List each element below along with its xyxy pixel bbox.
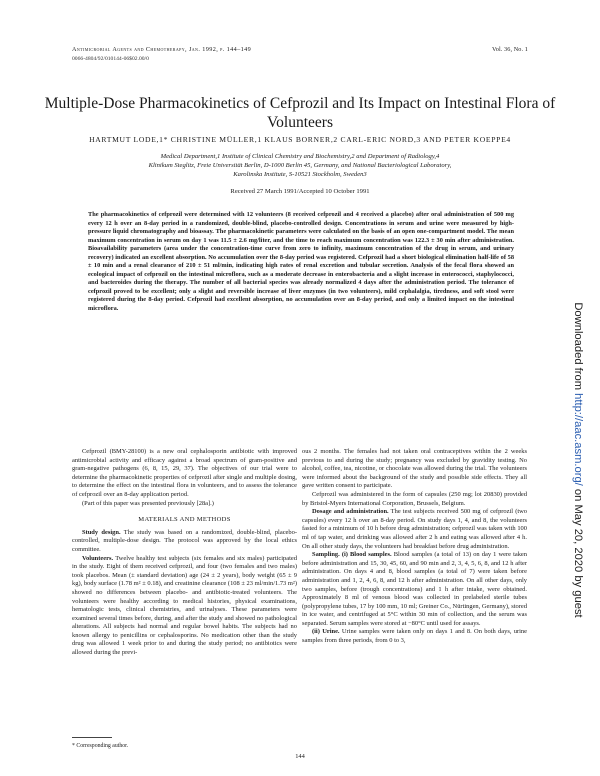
presented-note: (Part of this paper was presented previously [28a].) xyxy=(82,499,214,507)
paragraph-text: Twelve healthy test subjects (six females and six males) participated in the study. Eight of them received cefprozil, and four (two females and two males) took placebos. Mean (± standard deviation) age (24 ± 2 years), body weight (65 ± 9 kg), body surface (1.78 m² ± 0.18), and creatinine clearance (108 ± 23 ml/min/1.73 m²) showed no differences between placebo- and antibiotic-treated volunteers. The volunteers were healthy according to medical histories, physical examinations, hematologic tests, clinical chemistries, and urinalyses. These parameters were examined several times before, during, and after the study and showed no pathological alterations. All subjects had normal and regular bowel habits. The subjects had no known allergy to penicillins or cephalosporins. No medication other than the study drug was allowed 1 week prior to and during the study period; no antibiotics were allowed during the previ- xyxy=(72,554,297,657)
intro-paragraph: Cefprozil (BMY-28100) is a new oral cephalosporin antibiotic with improved antimicrobial activity and efficacy against a broad spectrum of gram-positive and gram-negative pathogens (6, 8, 15, 29, 37). The objectives of our trial were to determine the pharmacokinetic properties of cefprozil after single and multiple dosing, to determine the effect on the intestinal flora in volunteers, and to assess the tolerance of cefprozil over an 8-day application period. xyxy=(72,448,297,498)
left-column xyxy=(72,448,297,658)
copyright-code: 0066-4804/92/010144-06$02.00/0 xyxy=(72,56,149,62)
study-design-paragraph xyxy=(72,529,297,555)
received-dates: Received 27 March 1991/Accepted 10 October 1991 xyxy=(230,188,370,195)
affiliation-line-3: Karolinska Institute, S-10521 Stockholm, Sweden3 xyxy=(233,171,367,178)
section-heading-methods: MATERIALS AND METHODS xyxy=(138,516,231,524)
affiliation-line-2: Klinikum Steglitz, Freie Universität Berlin, D-1000 Berlin 45, Germany, and National Bacteriological Laboratory, xyxy=(148,162,452,169)
paragraph-text: The study was based on a randomized, double-blind, placebo-controlled, multiple-dose design. The protocol was approved by the local ethics committee. xyxy=(72,528,297,553)
author-list: HARTMUT LODE,1* CHRISTINE MÜLLER,1 KLAUS BORNER,2 CARL-ERIC NORD,3 AND PETER KOEPPE4 xyxy=(89,135,511,144)
journal-site-link[interactable]: http://aac.asm.org/ xyxy=(572,393,584,486)
download-notice xyxy=(572,302,584,617)
run-in-heading: Study design. xyxy=(82,528,121,536)
volunteers-paragraph xyxy=(72,555,297,658)
abstract: The pharmacokinetics of cefprozil were determined with 12 volunteers (8 received cefprozil and 4 received a placebo) after oral administration of 500 mg every 12 h over an 8-day period in a randomized, double-blind, placebo-controlled design. Concentrations in serum and urine were measured by high-pressure liquid chromatography and bioassay. The pharmacokinetic parameters were calculated on the basis of an open one-compartment model. The mean maximum concentration in serum on day 1 was 11.5 ± 2.6 mg/liter, and the time to reach maximum concentration was 122.3 ± 30 min after administration. Bioavailability parameters (area under the concentration-time curve from zero to infinity, maximum concentration of the drug in serum, and urinary recovery) indicated an excellent absorption. No accumulation over the 8-day period was registered. Cefprozil had a short biological elimination half-life of 58 ± 10 min and a renal clearance of 210 ± 51 ml/min, indicating high rates of renal excretion and tubular secretion. Analysis of the fecal flora showed an ecological impact of cefprozil on the intestinal microflora, such as a moderate decrease in enterobacteria and a slight increase in enterococci, staphylococci, and bacteroides during the therapy. The number of all bacterial species was already normalized 4 days after the administration period. The tolerance of cefprozil proved to be excellent; only a slight and reversible increase of liver enzymes (in two volunteers), mild cephalalgia, tiredness, and soft stool were registered during the 8-day period. Cefprozil had excellent absorption, no accumulation over an 8-day period, and only a limited impact on the intestinal microflora. xyxy=(88,211,514,312)
paragraph-text: Blood samples (a total of 13) on day 1 were taken before administration and 15, 30, 45, 60, and 90 min and 2, 3, 4, 5, 6, 8, and 12 h after administration. On days 4 and 8, blood samples (a total of 7) were taken before administration and 1, 2, 4, 6, 8, and 12 h after administration. On all other days, only two samples, before (trough concentrations) and 1 h after intake, were obtained. Approximately 8 ml of venous blood was collected in prelabeled sterile tubes (polypropylene tubes, 17 by 100 mm, 10 ml; Greiner Co., Nürtingen, Germany), stored in ice water, and centrifuged at 5°C within 30 min of collection, and the serum was separated. Serum samples were stored at −80°C until used for assays. xyxy=(302,551,528,627)
download-suffix: on May 20, 2020 by guest xyxy=(572,485,584,618)
urine-paragraph xyxy=(302,628,527,645)
paragraph-text: The test subjects received 500 mg of cefprozil (two capsules) every 12 h over an 8-day period. On study days 1, 4, and 8, the volunteers fasted for a minimum of 10 h before drug administration; cefprozil was taken with 100 ml of tap water, and drinking was allowed after 2 h and eating was allowed after 4 h. On all other study days, the volunteers had breakfast before drug administration. xyxy=(302,508,527,550)
affiliations xyxy=(60,152,540,179)
corresponding-author-footnote: * Corresponding author. xyxy=(72,743,129,749)
run-in-heading: Volunteers. xyxy=(82,554,114,562)
footnote-rule xyxy=(72,737,112,738)
download-watermark xyxy=(565,150,591,770)
supply-paragraph: Cefprozil was administered in the form of capsules (250 mg; lot 20830) provided by Bristol-Myers International Corporation, Brussels, Belgium. xyxy=(302,490,527,507)
run-in-heading: Dosage and administration. xyxy=(312,508,389,516)
affiliation-line-1: Medical Department,1 Institute of Clinical Chemistry and Biochemistry,2 and Department of Radiology,4 xyxy=(160,153,440,160)
run-in-heading: (ii) Urine. xyxy=(312,628,340,636)
continued-paragraph: ous 2 months. The females had not taken oral contraceptives within the 2 weeks previous to and during the study; pregnancy was excluded by gravidity testing. No alcohol, coffee, tea, nicotine, or chocolate was allowed during the trial. The volunteers were informed about the background of the study and possible side effects. They all gave written consent to participate. xyxy=(302,448,527,490)
dosage-paragraph xyxy=(302,508,527,551)
article-title: Multiple-Dose Pharmacokinetics of Cefprozil and Its Impact on Intestinal Flora of Volunteers xyxy=(44,95,556,131)
page-number: 144 xyxy=(295,753,305,760)
right-column xyxy=(302,448,527,646)
volume-issue: Vol. 36, No. 1 xyxy=(491,46,528,53)
run-in-heading: Sampling. (i) Blood samples. xyxy=(312,551,392,559)
sampling-paragraph xyxy=(302,551,527,628)
download-prefix: Downloaded from xyxy=(572,302,584,394)
paragraph-text: Urine samples were taken only on days 1 and 8. On both days, urine samples from three periods, from 0 to 3, xyxy=(302,628,528,645)
journal-citation: Antimicrobial Agents and Chemotherapy, Jan. 1992, p. 144–149 xyxy=(72,46,252,53)
